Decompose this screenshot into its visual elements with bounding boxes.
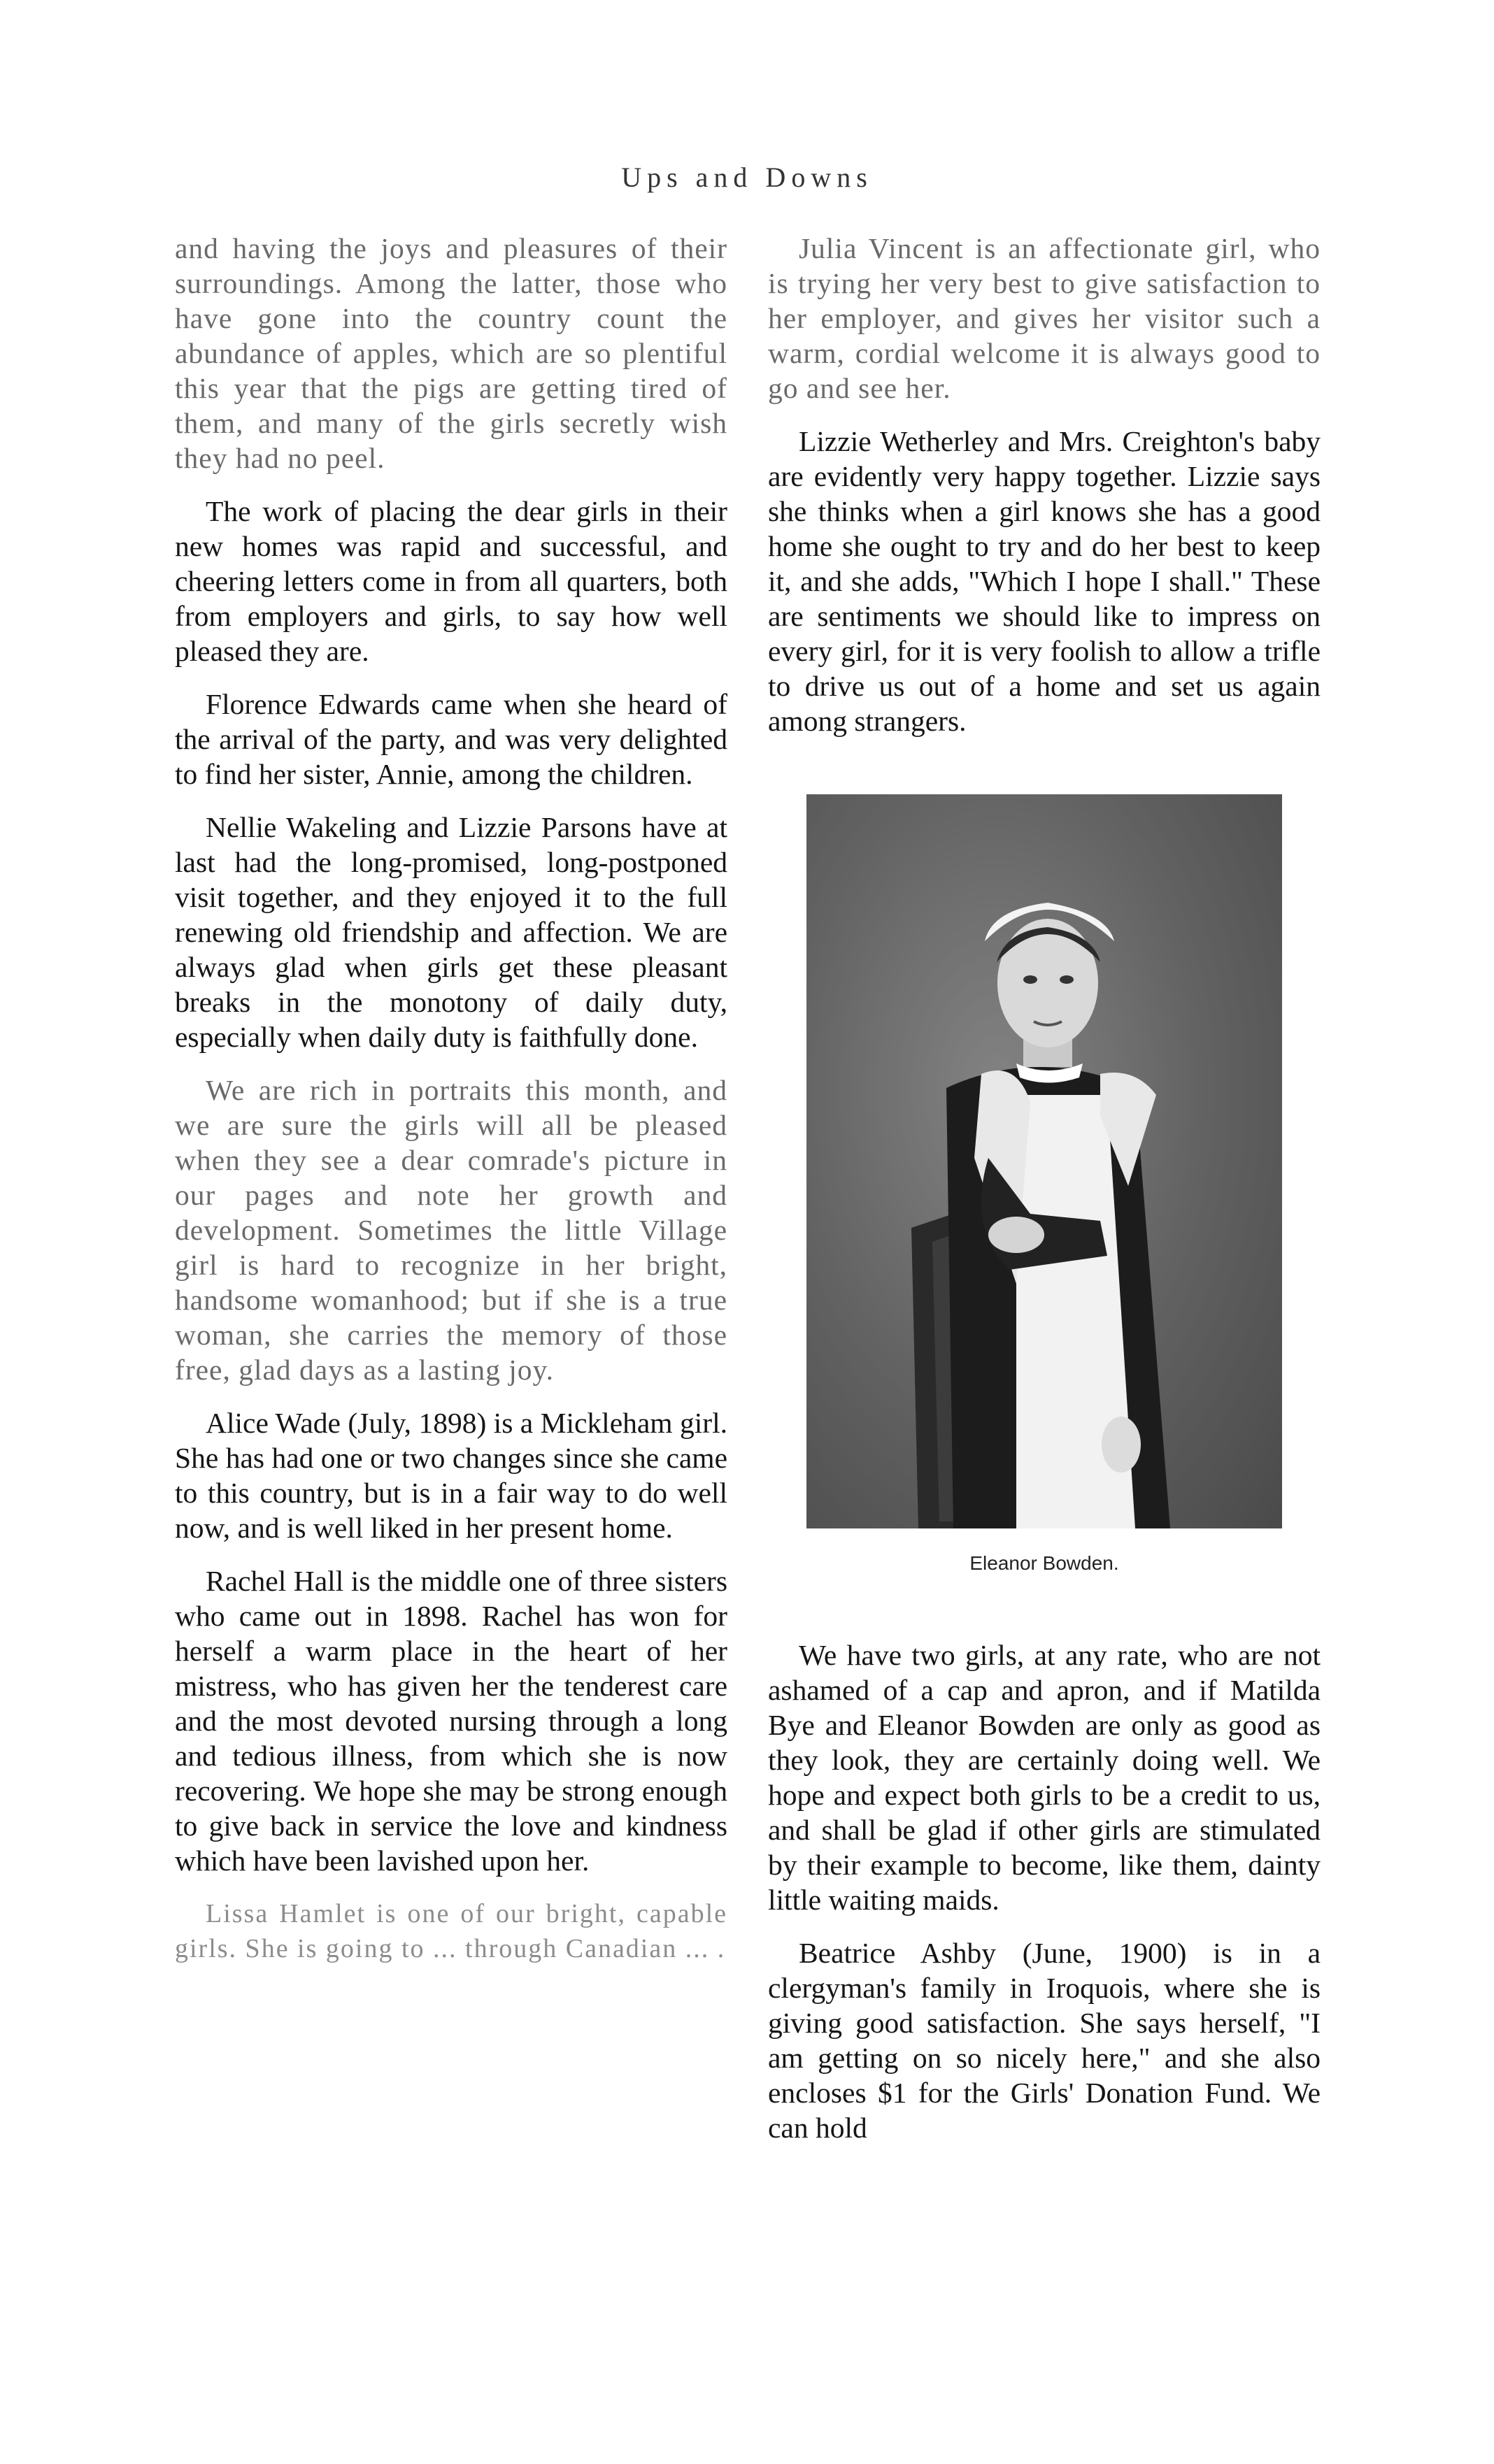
paragraph-florence-edwards: Florence Edwards came when she heard of the arrival of the party, and was very delighted to find her sister, Annie, among the children. <box>175 688 727 790</box>
paragraph-faded-bottom: Lissa Hamlet is one of our bright, capable girls. She is going to ... through Canadian ... . <box>175 1899 727 1963</box>
right-column <box>768 231 1321 2163</box>
photo-caption: Eleanor Bowden. <box>969 1552 1119 1574</box>
paragraph-placing-girls: The work of placing the dear girls in their new homes was rapid and successful, and cheering letters come in from all quarters, both from employers and girls, to say how well pleased they are. <box>175 495 727 667</box>
paragraph-rachel-hall: Rachel Hall is the middle one of three sisters who came out in 1898. Rachel has won for herself a warm place in the heart of her mistress, who has given her the tenderest care and the most devoted nursing through a long and tedious illness, from which she is now recovering. We hope she may be strong enough to give back in service the love and kindness which have been lavished upon her. <box>175 1565 727 1877</box>
paragraph-nellie-wakeling: Nellie Wakeling and Lizzie Parsons have at last had the long-promised, long-postponed visit together, and they enjoyed it to the full renewing old friendship and affection. We are always glad when girls get these pleasant breaks in the monotony of daily duty, especially when daily duty is faithfully done. <box>175 811 727 1053</box>
paragraph-lizzie-wetherley: Lizzie Wetherley and Mrs. Creighton's baby are evidently very happy together. Lizzie says she thinks when a girl knows she has a good home she ought to try and do her best to keep it, and she adds, "Which I hope I shall." These are sentiments we should like to impress on every girl, for it is very foolish to allow a trifle to drive us out of a home and set us again among strangers. <box>768 425 1321 737</box>
running-head: Ups and Downs <box>621 162 873 193</box>
paragraph-julia-vincent: Julia Vincent is an affectionate girl, who is trying her very best to give satisfaction to her employer, and gives her visitor such a warm, cordial welcome it is always good to go and see her. <box>768 232 1321 404</box>
paragraph-portraits: We are rich in portraits this month, and we are sure the girls will all be pleased when they see a dear comrade's picture in our pages and note her growth and development. Sometimes the little Village girl is hard to recognize in her bright, handsome womanhood; but if she is a true woman, she carries the memory of those free, glad days as a lasting joy. <box>175 1074 727 1386</box>
portrait-photo <box>806 794 1282 1528</box>
paragraph-cap-and-apron: We have two girls, at any rate, who are not ashamed of a cap and apron, and if Matilda Bye and Eleanor Bowden are only as good as they look, they are certainly doing well. We hope and expect both girls to be a credit to us, and shall be glad if other girls are stimulated by their example to become, like them, dainty little waiting maids. <box>768 1639 1321 1916</box>
paragraph-alice-wade: Alice Wade (July, 1898) is a Mickleham girl. She has had one or two changes since she came to this country, but is in a fair way to do well now, and is well liked in her present home. <box>175 1407 727 1544</box>
left-column <box>175 231 727 1984</box>
paragraph-apples: and having the joys and pleasures of their surroundings. Among the latter, those who have gone into the country count the abundance of apples, which are so plentiful this year that the pigs are getting tired of them, and many of the girls secretly wish they had no peel. <box>175 232 727 474</box>
paragraph-beatrice-ashby: Beatrice Ashby (June, 1900) is in a clergyman's family in Iroquois, where she is giving good satisfaction. She says herself, "I am getting on so nicely here," and she also encloses $1 for the Girls' Donation Fund. We can hold <box>768 1937 1321 2144</box>
portrait-illustration <box>806 794 1282 1528</box>
